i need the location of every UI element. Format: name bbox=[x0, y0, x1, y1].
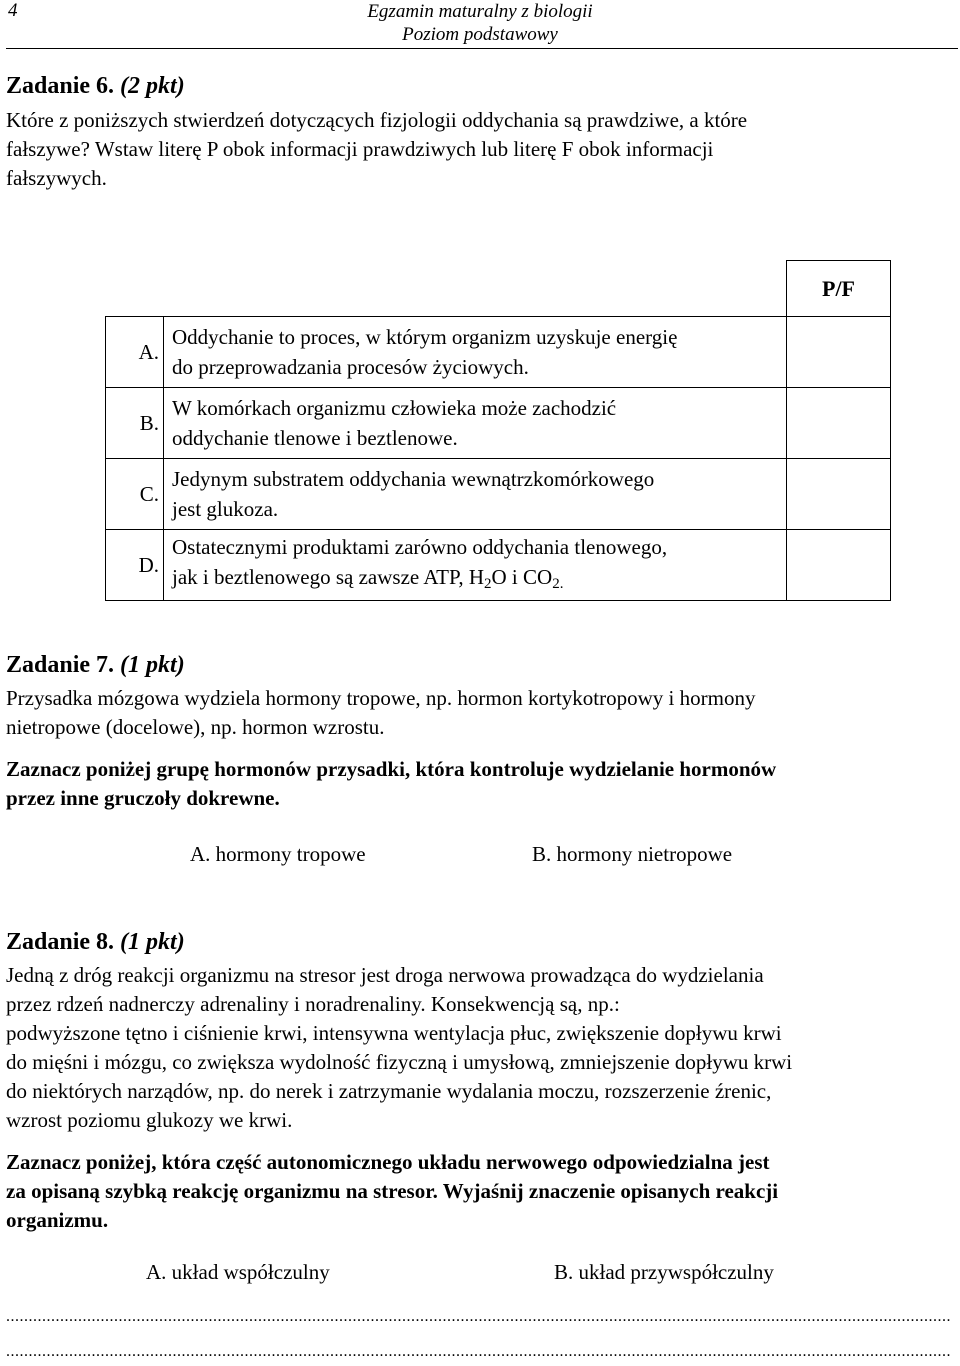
statement-d bbox=[164, 530, 787, 601]
table-row bbox=[106, 388, 891, 459]
statement-b-line1: W komórkach organizmu człowieka może zachodzić bbox=[172, 396, 617, 420]
row-letter-d: D. bbox=[106, 530, 164, 601]
answer-cell-c[interactable] bbox=[787, 459, 891, 530]
answer-cell-b[interactable] bbox=[787, 388, 891, 459]
statement-b bbox=[164, 388, 787, 459]
task7-title bbox=[6, 652, 185, 679]
task8-points: (1 pkt) bbox=[120, 929, 185, 955]
task6-title-label: Zadanie 6. bbox=[6, 73, 115, 99]
table-row bbox=[106, 530, 891, 601]
answer-cell-d[interactable] bbox=[787, 530, 891, 601]
statement-d-line1: Ostatecznymi produktami zarówno oddychania tlenowego, bbox=[172, 534, 668, 559]
task6-instruction-line3: fałszywych. bbox=[6, 166, 107, 190]
task8-text bbox=[6, 961, 954, 1135]
task6-title bbox=[6, 73, 185, 100]
subscript-h2o: 2 bbox=[484, 575, 492, 592]
subscript-co2: 2. bbox=[552, 575, 564, 592]
statement-d-line2-part1: jak i beztlenowego są zawsze ATP, H bbox=[172, 564, 484, 589]
header-title-line2: Poziom podstawowy bbox=[402, 24, 558, 45]
task7-instruction-line2: przez inne gruczoły dokrewne. bbox=[6, 786, 280, 810]
answer-line-2[interactable]: .................................................................................................................................................................................................................. bbox=[6, 1343, 951, 1360]
task8-instruction-line1: Zaznacz poniżej, która część autonomicznego układu nerwowego odpowiedzialna jest bbox=[6, 1150, 770, 1174]
task7-text-line2: nietropowe (docelowe), np. hormon wzrostu. bbox=[6, 715, 385, 739]
row-letter-a: A. bbox=[106, 317, 164, 388]
statement-c-line2: jest glukoza. bbox=[172, 497, 279, 521]
row-letter-c: C. bbox=[106, 459, 164, 530]
task8-instruction bbox=[6, 1148, 954, 1235]
task6-points: (2 pkt) bbox=[120, 73, 185, 99]
task8-text-line4: do mięśni i mózgu, co zwiększa wydolność fizyczną i umysłową, zmniejszenie dopływu krwi bbox=[6, 1050, 793, 1074]
task8-title-label: Zadanie 8. bbox=[6, 929, 115, 955]
task7-text-line1: Przysadka mózgowa wydziela hormony tropowe, np. hormon kortykotropowy i hormony bbox=[6, 686, 756, 710]
task7-instruction bbox=[6, 755, 954, 813]
answer-line-1[interactable]: .................................................................................................................................................................................................................. bbox=[6, 1308, 951, 1325]
task8-text-line3: podwyższone tętno i ciśnienie krwi, intensywna wentylacja płuc, zwiększenie dopływu krwi bbox=[6, 1021, 782, 1045]
task8-option-b[interactable]: B. układ przywspółczulny bbox=[554, 1260, 774, 1284]
table-header-row bbox=[106, 261, 891, 317]
statement-a-line1: Oddychanie to proces, w którym organizm uzyskuje energię bbox=[172, 325, 678, 349]
statement-a-line2: do przeprowadzania procesów życiowych. bbox=[172, 355, 529, 379]
task8-title bbox=[6, 929, 185, 956]
table-row bbox=[106, 317, 891, 388]
task8-instruction-line2: za opisaną szybką reakcję organizmu na stresor. Wyjaśnij znaczenie opisanych reakcji bbox=[6, 1179, 779, 1203]
statement-c-line1: Jedynym substratem oddychania wewnątrzkomórkowego bbox=[172, 467, 655, 491]
task7-instruction-line1: Zaznacz poniżej grupę hormonów przysadki, która kontroluje wydzielanie hormonów bbox=[6, 757, 777, 781]
task6-instruction bbox=[6, 106, 954, 193]
statement-c bbox=[164, 459, 787, 530]
statement-d-line2 bbox=[172, 562, 786, 599]
row-letter-b: B. bbox=[106, 388, 164, 459]
true-false-table bbox=[105, 260, 891, 601]
task7-points: (1 pkt) bbox=[120, 652, 185, 678]
statement-a bbox=[164, 317, 787, 388]
task7-option-b[interactable]: B. hormony nietropowe bbox=[532, 842, 733, 866]
header-title-line1: Egzamin maturalny z biologii bbox=[367, 1, 593, 22]
pf-column-header: P/F bbox=[787, 261, 891, 317]
page-header-title bbox=[0, 0, 960, 46]
task8-text-line6: wzrost poziomu glukozy we krwi. bbox=[6, 1108, 293, 1132]
task7-option-a[interactable]: A. hormony tropowe bbox=[190, 842, 366, 866]
statement-b-line2: oddychanie tlenowe i beztlenowe. bbox=[172, 426, 458, 450]
task8-option-a[interactable]: A. układ współczulny bbox=[146, 1260, 330, 1284]
task8-text-line2: przez rdzeń nadnerczy adrenaliny i noradrenaliny. Konsekwencją są, np.: bbox=[6, 992, 620, 1016]
header-divider bbox=[6, 48, 958, 49]
task8-text-line5: do niektórych narządów, np. do nerek i zatrzymanie wydalania moczu, rozszerzenie źrenic, bbox=[6, 1079, 772, 1103]
page-number: 4 bbox=[8, 0, 18, 21]
task8-text-line1: Jedną z dróg reakcji organizmu na stresor jest droga nerwowa prowadząca do wydzielania bbox=[6, 963, 764, 987]
table-row bbox=[106, 459, 891, 530]
answer-cell-a[interactable] bbox=[787, 317, 891, 388]
task8-instruction-line3: organizmu. bbox=[6, 1208, 109, 1232]
statement-d-line2-part2: O i CO bbox=[491, 564, 553, 589]
task7-title-label: Zadanie 7. bbox=[6, 652, 115, 678]
task6-instruction-line1: Które z poniższych stwierdzeń dotyczących fizjologii oddychania są prawdziwe, a które bbox=[6, 108, 748, 132]
task6-instruction-line2: fałszywe? Wstaw literę P obok informacji prawdziwych lub literę F obok informacji bbox=[6, 137, 714, 161]
task7-text bbox=[6, 684, 954, 742]
